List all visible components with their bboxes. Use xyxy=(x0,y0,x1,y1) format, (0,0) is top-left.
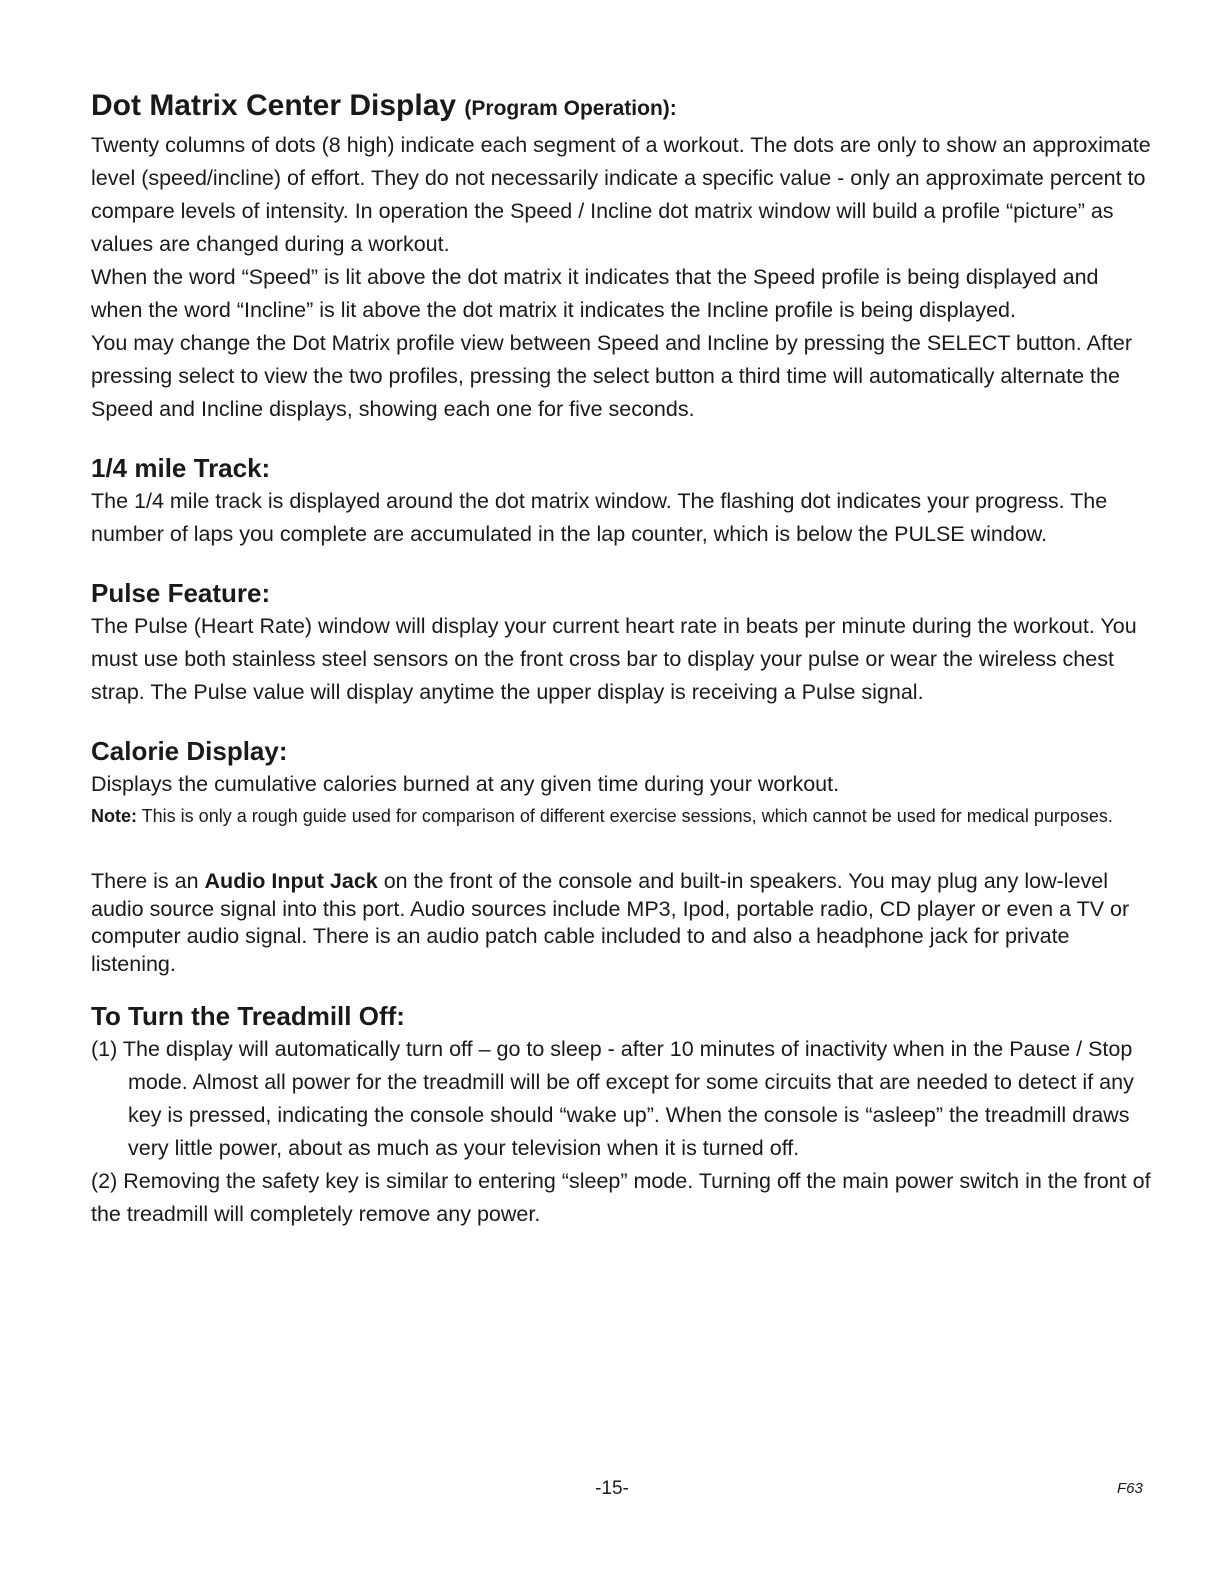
audio-jack-paragraph xyxy=(91,868,1151,978)
dot-matrix-subtitle: (Program Operation): xyxy=(464,97,677,120)
spacer xyxy=(91,978,1151,999)
dot-matrix-paragraph-2: When the word “Speed” is lit above the dot matrix it indicates that the Speed profile is being displayed and when the word “Incline” is lit above the dot matrix it indicates the Incline profile is being displayed. xyxy=(91,265,1099,322)
track-paragraph: The 1/4 mile track is displayed around the dot matrix window. The flashing dot indicates your progress. The number of laps you complete are accumulated in the lap counter, which is below the PULSE window. xyxy=(91,489,1108,546)
manual-page-content xyxy=(91,86,1151,1231)
turn-off-heading: To Turn the Treadmill Off: xyxy=(91,1001,405,1031)
calorie-note xyxy=(91,801,1151,832)
dot-matrix-heading xyxy=(91,86,1151,129)
spacer xyxy=(91,709,1151,734)
note-label: Note: xyxy=(91,806,137,826)
dot-matrix-paragraph-1: Twenty columns of dots (8 high) indicate each segment of a workout. The dots are only to show an approximate level (speed/incline) of effort. They do not necessarily indicate a specific value - only an approximate percent to compare levels of intensity. In operation the Speed / Incline dot matrix window will build a profile “picture” as values are changed during a workout. xyxy=(91,133,1151,256)
pulse-paragraph: The Pulse (Heart Rate) window will display your current heart rate in beats per minute during the workout. You must use both stainless steel sensors on the front cross bar to display your pulse or wear the wireless chest strap. The Pulse value will display anytime the upper display is receiving a Pulse signal. xyxy=(91,614,1137,704)
spacer xyxy=(91,426,1151,451)
audio-text-intro: There is an xyxy=(91,869,205,893)
model-code: F63 xyxy=(1117,1480,1143,1497)
dot-matrix-paragraph-3: You may change the Dot Matrix profile view between Speed and Incline by pressing the SELECT button. After pressing select to view the two profiles, pressing the select button a third time will automatically alternate the Speed and Incline displays, showing each one for five seconds. xyxy=(91,331,1132,421)
spacer xyxy=(91,832,1151,868)
calorie-paragraph: Displays the cumulative calories burned at any given time during your workout. xyxy=(91,772,840,796)
pulse-heading: Pulse Feature: xyxy=(91,578,271,608)
page-number: -15- xyxy=(595,1478,629,1499)
audio-input-jack-term: Audio Input Jack xyxy=(204,869,378,893)
turn-off-item-1: (1) The display will automatically turn off – go to sleep - after 10 minutes of inactivity when in the Pause / Stop mode. Almost all power for the treadmill will be off except for some circuits that are needed to detect if any key is pressed, indicating the console should “wake up”. When the console is “asleep” the treadmill draws very little power, about as much as your television when it is turned off. xyxy=(91,1037,1134,1160)
audio-text-rest: on the front of the console and built-in speakers. You may plug any low-level audio source signal into this port. Audio sources include MP3, Ipod, portable radio, CD player or even a TV or computer audio signal. There is an audio patch cable included to and also a headphone jack for private listening. xyxy=(91,869,1130,976)
turn-off-item-2: (2) Removing the safety key is similar to entering “sleep” mode. Turning off the main power switch in the front of the treadmill will completely remove any power. xyxy=(91,1169,1151,1226)
note-text: This is only a rough guide used for comparison of different exercise sessions, which cannot be used for medical purposes. xyxy=(137,806,1113,826)
track-heading: 1/4 mile Track: xyxy=(91,453,271,483)
spacer xyxy=(91,551,1151,576)
calorie-heading: Calorie Display: xyxy=(91,736,288,766)
dot-matrix-title: Dot Matrix Center Display xyxy=(91,89,465,122)
